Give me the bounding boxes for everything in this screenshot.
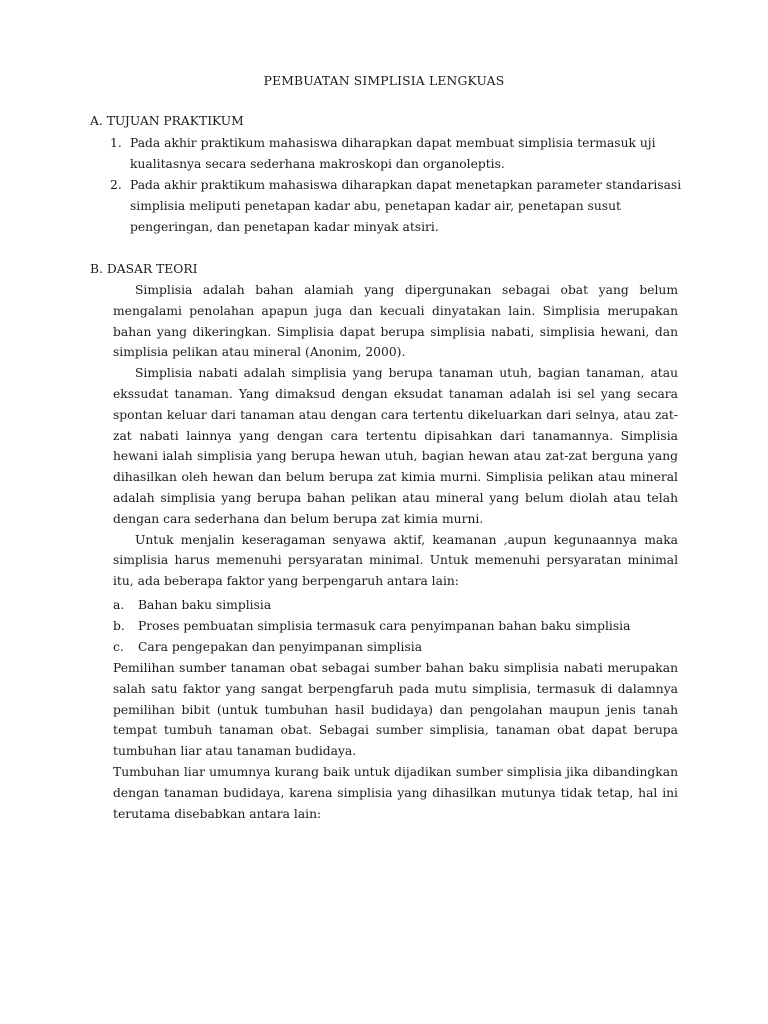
section-a-heading: A. TUJUAN PRAKTIKUM bbox=[90, 114, 244, 128]
theory-paragraph: Pemilihan sumber tanaman obat sebagai sumber bahan baku simplisia nabati merupakan salah satu faktor yang sangat berpengfaruh pada mutu simplisia, termasuk di dalamnya pemilihan bibit (untuk tumbuhan hasil budidaya) dan pengolahan maupun jenis tanah tempat tumbuh tanaman obat. Sebagai sumber simplisia, tanaman obat dapat berupa tumbuhan liar atau tanaman budidaya. bbox=[113, 661, 678, 759]
objective-line: Pada akhir praktikum mahasiswa diharapkan dapat menetapkan parameter standarisasi bbox=[130, 178, 682, 192]
objective-line: pengeringan, dan penetapan kadar minyak atsiri. bbox=[130, 220, 439, 234]
objective-number: 2. bbox=[110, 178, 122, 192]
factor-item-c bbox=[113, 640, 422, 654]
theory-paragraphs bbox=[113, 280, 678, 592]
theory-followup bbox=[113, 658, 678, 824]
objective-line: Pada akhir praktikum mahasiswa diharapkan dapat membuat simplisia termasuk uji bbox=[130, 136, 656, 150]
theory-paragraph: Simplisia adalah bahan alamiah yang dipergunakan sebagai obat yang belum mengalami penolahan apapun juga dan kecuali dinyatakan lain. Simplisia merupakan bahan yang dikeringkan. Simplisia dapat berupa simplisia nabati, simplisia hewani, dan simplisia pelikan atau mineral (Anonim, 2000). bbox=[113, 283, 678, 360]
objective-line: simplisia meliputi penetapan kadar abu, penetapan kadar air, penetapan susut bbox=[130, 199, 621, 213]
factor-item-a bbox=[113, 598, 271, 612]
objective-line: kualitasnya secara sederhana makroskopi dan organoleptis. bbox=[130, 157, 505, 171]
factor-text: Bahan baku simplisia bbox=[138, 598, 272, 612]
factor-text: Proses pembuatan simplisia termasuk cara penyimpanan bahan baku simplisia bbox=[138, 619, 631, 633]
factor-label: a. bbox=[113, 598, 125, 612]
factor-label: c. bbox=[113, 640, 124, 654]
document-title: PEMBUATAN SIMPLISIA LENGKUAS bbox=[263, 74, 505, 88]
theory-paragraph: Untuk menjalin keseragaman senyawa aktif, keamanan ,aupun kegunaannya maka simplisia harus memenuhi persyaratan minimal. Untuk memenuhi persyaratan minimal itu, ada beberapa faktor yang berpengaruh antara lain: bbox=[113, 532, 678, 589]
factor-text: Cara pengepakan dan penyimpanan simplisia bbox=[138, 640, 423, 654]
factor-label: b. bbox=[113, 619, 125, 633]
objective-number: 1. bbox=[110, 136, 122, 150]
factor-item-b bbox=[113, 619, 630, 633]
section-b-heading: B. DASAR TEORI bbox=[90, 262, 198, 276]
theory-paragraph: Tumbuhan liar umumnya kurang baik untuk dijadikan sumber simplisia jika dibandingkan dengan tanaman budidaya, karena simplisia yang dihasilkan mutunya tidak tetap, hal ini terutama disebabkan antara lain: bbox=[113, 764, 678, 821]
theory-paragraph: Simplisia nabati adalah simplisia yang berupa tanaman utuh, bagian tanaman, atau ekssudat tanaman. Yang dimaksud dengan eksudat tanaman adalah isi sel yang secara spontan keluar dari tanaman atau dengan cara tertentu dikeluarkan dari selnya, atau zat-zat nabati lainnya yang dengan cara tertentu dipisahkan dari tanamannya. Simplisia hewani ialah simplisia yang berupa hewan utuh, bagian hewan atau zat-zat berguna yang dihasilkan oleh hewan dan belum berupa zat kimia murni. Simplisia pelikan atau mineral adalah simplisia yang berupa bahan pelikan atau mineral yang belum diolah atau telah dengan cara sederhana dan belum berupa zat kimia murni. bbox=[113, 366, 678, 526]
